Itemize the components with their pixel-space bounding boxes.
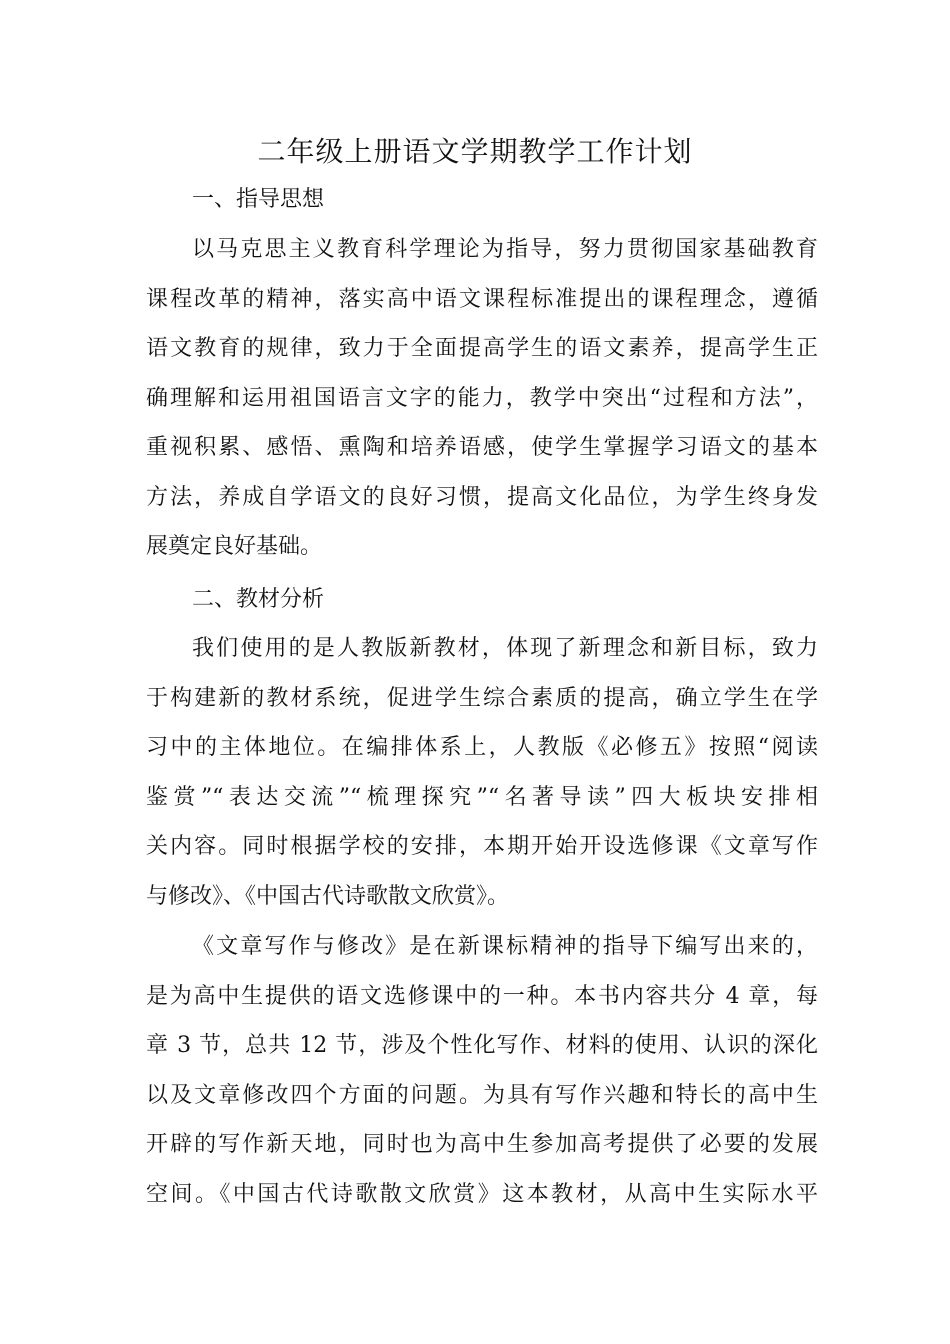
paragraph-line: 重视积累、感悟、熏陶和培养语感，使学生掌握学习语文的基本 (146, 435, 818, 460)
paragraph-line: 习中的主体地位。在编排体系上，人教版《必修五》按照“阅读 (146, 735, 818, 760)
paragraph-line: 于构建新的教材系统，促进学生综合素质的提高，确立学生在学 (146, 685, 818, 711)
paragraph-line: 《文章写作与修改》是在新课标精神的指导下编写出来的， (192, 934, 818, 959)
paragraph-line: 确理解和运用祖国语言文字的能力，教学中突出“过程和方法”， (146, 385, 818, 411)
section-2-paragraph-2 (146, 922, 818, 1219)
paragraph-line: 是为高中生提供的语文选修课中的一种。本书内容共分 4 章，每 (146, 983, 818, 1009)
document-title: 二年级上册语文学期教学工作计划 (257, 135, 693, 168)
section-heading-guiding-ideology: 一、指导思想 (192, 187, 325, 212)
paragraph-line: 章 3 节，总共 12 节，涉及个性化写作、材料的使用、认识的深化 (146, 1033, 818, 1058)
paragraph-line: 以及文章修改四个方面的问题。为具有写作兴趣和特长的高中生 (146, 1082, 818, 1108)
paragraph-line: 鉴赏”“表达交流”“梳理探究”“名著导读”四大板块安排相 (146, 784, 818, 810)
paragraph-line: 以马克思主义教育科学理论为指导，努力贯彻国家基础教育 (192, 237, 818, 262)
paragraph-line: 开辟的写作新天地，同时也为高中生参加高考提供了必要的发展 (146, 1132, 818, 1157)
paragraph-line: 关内容。同时根据学校的安排，本期开始开设选修课《文章写作 (146, 834, 818, 859)
section-heading-textbook-analysis: 二、教材分析 (192, 587, 325, 612)
paragraph-line: 课程改革的精神，落实高中语文课程标准提出的课程理念，遵循 (146, 286, 818, 312)
paragraph-line: 空间。《中国古代诗歌散文欣赏》这本教材，从高中生实际水平 (146, 1181, 818, 1207)
section-1-paragraph (146, 225, 818, 572)
paragraph-line: 与修改》、《中国古代诗歌散文欣赏》。 (146, 883, 510, 909)
paragraph-line: 语文教育的规律，致力于全面提高学生的语文素养，提高学生正 (146, 336, 818, 361)
paragraph-line: 方法，养成自学语文的良好习惯，提高文化品位，为学生终身发 (146, 484, 818, 510)
section-2-paragraph-1 (146, 624, 818, 921)
paragraph-line: 我们使用的是人教版新教材，体现了新理念和新目标，致力 (192, 636, 818, 661)
paragraph-line: 展奠定良好基础。 (146, 534, 323, 559)
